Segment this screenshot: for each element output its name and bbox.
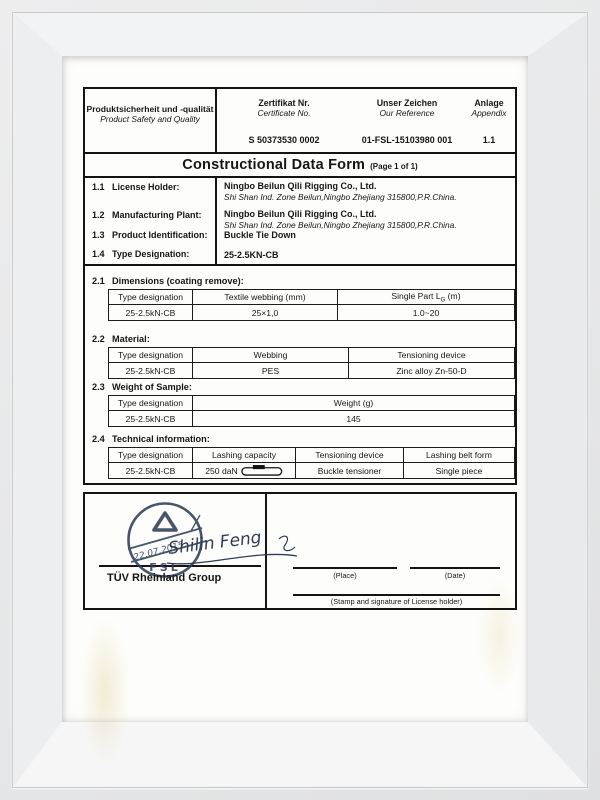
- weight-heading: Weight of Sample:: [112, 382, 192, 392]
- section-1: [85, 178, 515, 266]
- table-cell: 1.0~20: [338, 305, 515, 321]
- appendix-label-en: Appendix: [471, 108, 507, 118]
- material-table: [108, 347, 515, 379]
- column-header: Textile webbing (mm): [193, 290, 338, 305]
- manufacturing-plant-label: Manufacturing Plant:: [112, 210, 202, 220]
- section-2-1-heading: [85, 276, 515, 288]
- certificate-number-value: S 50373530 0002: [248, 135, 320, 145]
- table-cell: 25-2.5kN-CB: [109, 363, 193, 379]
- table-cell: 25-2.5kN-CB: [109, 305, 193, 321]
- dimensions-table: [108, 289, 515, 321]
- table-cell: 25×1,0: [193, 305, 338, 321]
- table-cell: Single piece: [404, 463, 515, 479]
- product-safety-label-en: Product Safety and Quality: [100, 114, 200, 124]
- issuer-name: TÜV Rheinland Group: [107, 572, 222, 584]
- main-content-box: [83, 176, 517, 485]
- technical-heading: Technical information:: [112, 434, 210, 444]
- frame-bevel: [14, 14, 586, 786]
- license-holder-label: License Holder:: [112, 182, 180, 192]
- item-number: 1.4: [92, 249, 105, 259]
- column-header: Type designation: [109, 290, 193, 305]
- date-line: [410, 567, 500, 569]
- weight-table: [108, 395, 515, 427]
- column-header: Webbing: [193, 348, 349, 363]
- table-cell: PES: [193, 363, 349, 379]
- table-cell: Buckle tensioner: [296, 463, 404, 479]
- technical-table: [108, 447, 515, 479]
- license-holder-name: Ningbo Beilun Qili Rigging Co., Ltd.: [224, 181, 377, 191]
- license-holder-cell: [267, 494, 515, 608]
- product-safety-label-de: Produktsicherheit und -qualität: [86, 104, 214, 114]
- table-cell: [193, 463, 296, 479]
- column-header: [338, 290, 515, 305]
- column-header: Type designation: [109, 396, 193, 411]
- lg-header-pre: Single Part L: [391, 290, 441, 301]
- column-header: Lashing capacity: [193, 448, 296, 463]
- lg-header-sub: G: [440, 297, 446, 304]
- lashing-capacity-value: 250 daN: [205, 465, 238, 476]
- column-header: Tensioning device: [349, 348, 515, 363]
- appendix-label-de: Anlage: [474, 98, 504, 108]
- section-number: 2.3: [92, 382, 105, 392]
- section-1-values: [217, 178, 515, 264]
- reference-cell: [351, 89, 463, 152]
- item-number: 1.2: [92, 210, 105, 220]
- lg-header-post: (m): [445, 290, 461, 301]
- section-2-2-heading: [85, 334, 515, 346]
- license-signature-line: [293, 594, 500, 596]
- certificate-number-label-en: Certificate No.: [257, 108, 311, 118]
- type-designation-label: Type Designation:: [112, 249, 190, 259]
- issuer-cell: [85, 494, 267, 608]
- column-header: Type designation: [109, 348, 193, 363]
- item-number: 1.3: [92, 230, 105, 240]
- reference-label-de: Unser Zeichen: [376, 98, 438, 108]
- section-number: 2.2: [92, 334, 105, 344]
- stamp-date: 22.07.2015: [132, 540, 185, 564]
- manufacturing-plant-address: Shi Shan Ind. Zone Beilun,Ningbo Zhejiang 315800,P.R.China.: [224, 220, 457, 230]
- header-box: [83, 87, 517, 154]
- date-label: (Date): [444, 571, 466, 580]
- stamp-org: FSL: [149, 561, 181, 574]
- column-header: Lashing belt form: [404, 448, 515, 463]
- dimensions-heading: Dimensions (coating remove):: [112, 276, 244, 286]
- table-cell: Zinc alloy Zn-50-D: [349, 363, 515, 379]
- section-1-labels: [85, 178, 217, 264]
- paper-stain: [80, 616, 130, 766]
- table-cell: 25-2.5kN-CB: [109, 411, 193, 427]
- section-number: 2.4: [92, 434, 105, 444]
- signature-name: Shilin Feng: [167, 527, 263, 559]
- reference-value: 01-FSL-15103980 001: [361, 135, 453, 145]
- certificate-number-label-de: Zertifikat Nr.: [258, 98, 310, 108]
- section-2-3-heading: [85, 382, 515, 394]
- column-header: Type designation: [109, 448, 193, 463]
- page-note: (Page 1 of 1): [370, 161, 418, 171]
- license-holder-address: Shi Shan Ind. Zone Beilun,Ningbo Zhejiang 315800,P.R.China.: [224, 192, 457, 202]
- product-identification-label: Product Identification:: [112, 230, 208, 240]
- section-2-4-heading: [85, 434, 515, 446]
- material-heading: Material:: [112, 334, 150, 344]
- license-signature-label: (Stamp and signature of License holder): [330, 597, 463, 606]
- appendix-value: 1.1: [482, 135, 496, 145]
- webbing-loop-icon: [241, 464, 283, 477]
- product-identification-value: Buckle Tie Down: [224, 230, 296, 240]
- type-designation-value: 25-2.5KN-CB: [224, 250, 279, 260]
- item-number: 1.1: [92, 182, 105, 192]
- product-safety-cell: [85, 89, 217, 152]
- appendix-cell: [463, 89, 515, 152]
- column-header: Weight (g): [193, 396, 515, 411]
- reference-label-en: Our Reference: [379, 108, 435, 118]
- manufacturing-plant-name: Ningbo Beilun Qili Rigging Co., Ltd.: [224, 209, 377, 219]
- table-cell: 25-2.5kN-CB: [109, 463, 193, 479]
- column-header: Tensioning device: [296, 448, 404, 463]
- table-cell: 145: [193, 411, 515, 427]
- title-bar: [83, 152, 517, 178]
- section-number: 2.1: [92, 276, 105, 286]
- certificate-paper: [62, 56, 528, 722]
- place-line: [293, 567, 397, 569]
- signature-box: [83, 492, 517, 610]
- certificate-number-cell: [217, 89, 351, 152]
- place-label: (Place): [333, 571, 357, 580]
- page-title: Constructional Data Form: [182, 156, 366, 173]
